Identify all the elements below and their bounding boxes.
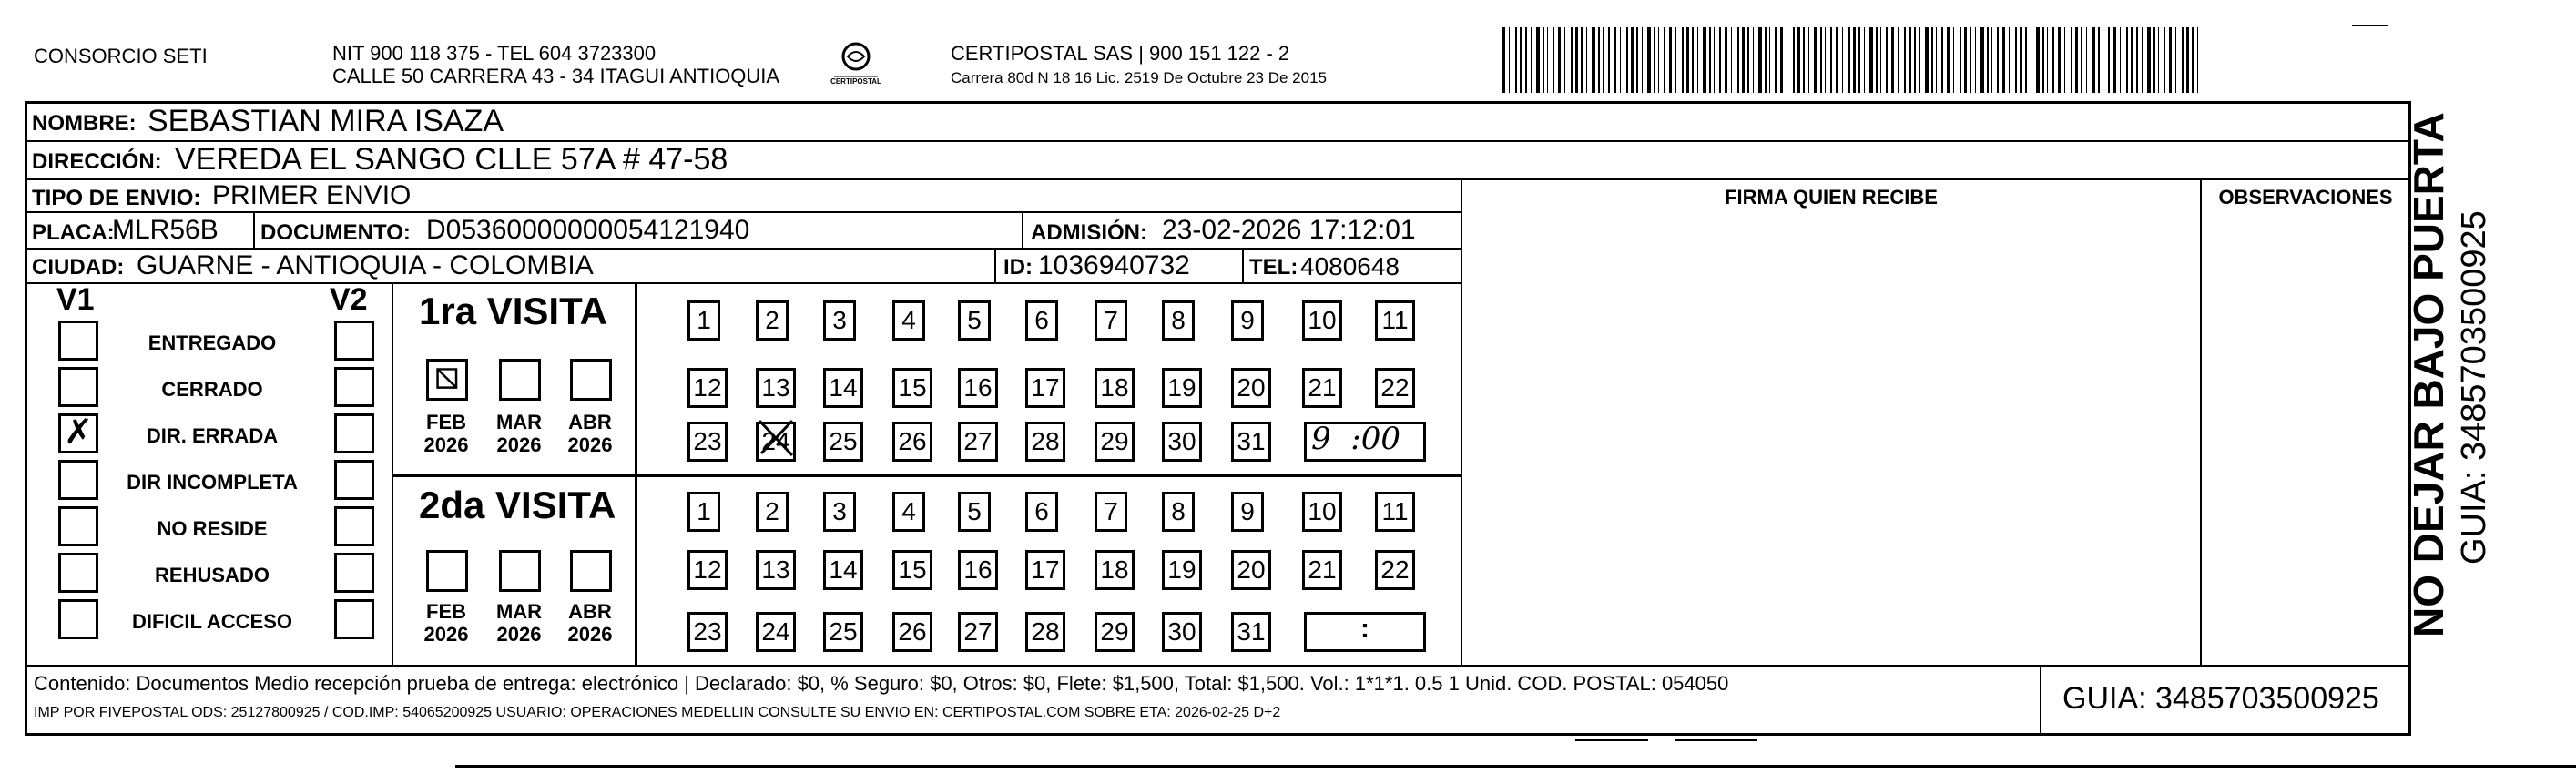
row-line — [25, 211, 1461, 213]
year-label: 2026 — [496, 433, 542, 456]
month-label: ABR — [568, 600, 612, 623]
day-box: 30 — [1162, 422, 1202, 462]
v1-checkbox — [58, 553, 98, 593]
day-box: 3 — [823, 492, 856, 532]
day-box: 2 — [756, 300, 789, 341]
day-box: 23 — [687, 612, 728, 652]
month-checkbox — [570, 550, 612, 592]
day-box: 1 — [687, 300, 720, 341]
day-box: 4 — [892, 492, 925, 532]
day-box: 28 — [1025, 422, 1065, 462]
footer-line-2: IMP POR FIVEPOSTAL ODS: 25127800925 / COD.IMP: 54065200925 USUARIO: OPERACIONES MEDELLIN CONSULTE SU ENVIO EN: CERTIPOSTAL.COM SOBRE ETA: 2026-02-25 D+2 — [34, 705, 1281, 720]
option-label: DIR. ERRADA — [146, 424, 279, 447]
side-title: NO DEJAR BAJO PUERTA — [2405, 112, 2452, 637]
company-name: CONSORCIO SETI — [34, 45, 208, 67]
day-box: 19 — [1162, 368, 1202, 408]
col-line — [1242, 248, 1244, 282]
day-box: 22 — [1375, 368, 1415, 408]
side-guia: GUIA: 3485703500925 — [2455, 210, 2493, 565]
day-box: 17 — [1025, 550, 1065, 590]
carrier-license: Carrera 80d N 18 16 Lic. 2519 De Octubre 23 De 2015 — [951, 69, 1327, 87]
day-box: 16 — [958, 550, 998, 590]
direccion-label: DIRECCIÓN: — [32, 149, 162, 174]
row-line — [25, 665, 2411, 667]
month-checkbox — [499, 359, 541, 401]
option-label: DIFICIL ACCESO — [131, 610, 292, 633]
nit-line: NIT 900 118 375 - TEL 604 3723300 — [332, 42, 657, 65]
day-box: 2 — [756, 492, 789, 532]
col-line — [2040, 665, 2041, 736]
day-box: 21 — [1302, 368, 1342, 408]
day-box: 22 — [1375, 550, 1415, 590]
day-box: 4 — [892, 300, 925, 341]
ciudad-value: GUARNE - ANTIOQUIA - COLOMBIA — [137, 250, 594, 280]
tel-label: TEL: — [1249, 255, 1298, 280]
id-label: ID: — [1003, 255, 1033, 280]
day-box: 29 — [1095, 422, 1135, 462]
option-label: DIR INCOMPLETA — [127, 471, 298, 494]
day-box: 30 — [1162, 612, 1202, 652]
day-box: 12 — [687, 550, 728, 590]
v1-checkbox — [58, 599, 98, 639]
tipo-label: TIPO DE ENVIO: — [32, 186, 201, 210]
col-line — [253, 211, 255, 248]
first-visit-title: 1ra VISITA — [419, 290, 607, 332]
day-box: 16 — [958, 368, 998, 408]
option-label: ENTREGADO — [148, 331, 277, 354]
corner-dash — [2352, 25, 2388, 26]
day-box: 14 — [823, 368, 863, 408]
v2-checkbox — [334, 553, 374, 593]
v1-check-mark: ✗ — [64, 413, 93, 452]
day-box: 15 — [892, 550, 932, 590]
observaciones-header: OBSERVACIONES — [2218, 186, 2393, 209]
day-box: 5 — [958, 300, 991, 341]
day-box: 21 — [1302, 550, 1342, 590]
day-box: 26 — [892, 422, 932, 462]
tel-value: 4080648 — [1300, 252, 1400, 280]
option-label: CERRADO — [161, 378, 263, 401]
day-box: 23 — [687, 422, 728, 462]
v1-label: V1 — [56, 282, 95, 317]
visit-divider — [393, 474, 1461, 477]
month-checkbox — [426, 550, 468, 592]
col-line — [1022, 211, 1023, 248]
nombre-value: SEBASTIAN MIRA ISAZA — [148, 104, 504, 138]
day-box: 24 — [756, 422, 796, 462]
month-label: FEB — [426, 600, 466, 623]
month-label: FEB — [426, 411, 466, 433]
day-box: 7 — [1095, 492, 1127, 532]
v2-checkbox — [334, 367, 374, 407]
year-label: 2026 — [567, 623, 613, 646]
day-box: 11 — [1375, 300, 1415, 341]
day-box: 27 — [958, 612, 998, 652]
day-box: 25 — [823, 422, 863, 462]
day-box: 12 — [687, 368, 728, 408]
day-box: 9 — [1231, 492, 1264, 532]
day-box: 6 — [1025, 492, 1058, 532]
second-visit-time-colon: : — [1360, 614, 1369, 644]
day-box: 5 — [958, 492, 991, 532]
documento-value: D05360000000054121940 — [426, 215, 750, 245]
v1-checkbox — [58, 506, 98, 546]
day-box: 8 — [1162, 300, 1195, 341]
day-box: 9 — [1231, 300, 1264, 341]
row-line — [25, 248, 1461, 250]
logo-text: CERTIPOSTAL — [830, 77, 881, 86]
day-box: 8 — [1162, 492, 1195, 532]
day-box: 7 — [1095, 300, 1127, 341]
day-box: 25 — [823, 612, 863, 652]
nombre-label: NOMBRE: — [32, 111, 137, 136]
month-label: MAR — [495, 411, 543, 433]
footer-guia: GUIA: 3485703500925 — [2062, 681, 2379, 716]
day-box: 6 — [1025, 300, 1058, 341]
col-line — [2200, 178, 2202, 665]
month-checkbox — [570, 359, 612, 401]
v2-checkbox — [334, 599, 374, 639]
barcode — [1502, 27, 2204, 93]
month-label: MAR — [495, 600, 543, 623]
day-box: 10 — [1302, 492, 1342, 532]
day-box: 10 — [1302, 300, 1342, 341]
day-box: 31 — [1231, 612, 1271, 652]
firma-header: FIRMA QUIEN RECIBE — [1725, 186, 1938, 209]
v2-label: V2 — [330, 282, 368, 317]
v1-checkbox — [58, 460, 98, 500]
placa-label: PLACA: — [32, 220, 115, 245]
tipo-value: PRIMER ENVIO — [212, 180, 412, 210]
day-box: 20 — [1231, 368, 1271, 408]
year-label: 2026 — [496, 623, 542, 646]
day-box: 28 — [1025, 612, 1065, 652]
day-box: 19 — [1162, 550, 1202, 590]
carrier-line: CERTIPOSTAL SAS | 900 151 122 - 2 — [951, 42, 1290, 65]
second-visit-title: 2da VISITA — [419, 484, 616, 526]
day-box: 14 — [823, 550, 863, 590]
v1-checkbox — [58, 367, 98, 407]
v2-checkbox — [334, 460, 374, 500]
v1-checkbox — [58, 321, 98, 361]
day-box: 20 — [1231, 550, 1271, 590]
certipostal-logo — [830, 40, 881, 89]
col-line — [1461, 178, 1462, 665]
year-label: 2026 — [423, 623, 469, 646]
v2-checkbox — [334, 413, 374, 453]
month-checkbox — [499, 550, 541, 592]
v2-checkbox — [334, 506, 374, 546]
placa-value: MLR56B — [112, 215, 219, 245]
day-box: 31 — [1231, 422, 1271, 462]
year-label: 2026 — [567, 433, 613, 456]
day-box: 13 — [756, 368, 796, 408]
day-box: 1 — [687, 492, 720, 532]
bottom-dash — [1575, 739, 1648, 741]
direccion-value: VEREDA EL SANGO CLLE 57A # 47-58 — [175, 142, 728, 177]
year-label: 2026 — [423, 433, 469, 456]
v2-checkbox — [334, 321, 374, 361]
option-label: REHUSADO — [155, 564, 270, 586]
day-box: 24 — [756, 612, 796, 652]
day-box: 11 — [1375, 492, 1415, 532]
day-box: 3 — [823, 300, 856, 341]
month-label: ABR — [568, 411, 612, 433]
day-box: 29 — [1095, 612, 1135, 652]
day-box: 18 — [1095, 368, 1135, 408]
bottom-dash — [1675, 739, 1757, 741]
day-box: 27 — [958, 422, 998, 462]
admision-value: 23-02-2026 17:12:01 — [1162, 215, 1416, 245]
col-line — [994, 248, 996, 282]
admision-label: ADMISIÓN: — [1031, 220, 1147, 245]
first-visit-time: 9 :00 — [1311, 421, 1400, 457]
bottom-line — [455, 765, 2576, 768]
month-check-mark: ⧅ — [434, 353, 460, 398]
day-box: 18 — [1095, 550, 1135, 590]
footer-line-1: Contenido: Documentos Medio recepción prueba de entrega: electrónico | Declarado: $0, % Seguro: $0, Otros: $0, Flete: $1,500, Total: $1,500. Vol.: 1*1*1. 0.5 1 Unid. COD. POSTAL: 054050 — [34, 672, 1729, 695]
ciudad-label: CIUDAD: — [32, 255, 125, 280]
day-box: 13 — [756, 550, 796, 590]
id-value: 1036940732 — [1038, 250, 1190, 280]
option-label: NO RESIDE — [157, 517, 268, 540]
day-box: 17 — [1025, 368, 1065, 408]
row-line — [25, 282, 1461, 284]
day-box: 26 — [892, 612, 932, 652]
address-line: CALLE 50 CARRERA 43 - 34 ITAGUI ANTIOQUIA — [332, 65, 780, 87]
day-box: 15 — [892, 368, 932, 408]
documento-label: DOCUMENTO: — [260, 220, 411, 245]
